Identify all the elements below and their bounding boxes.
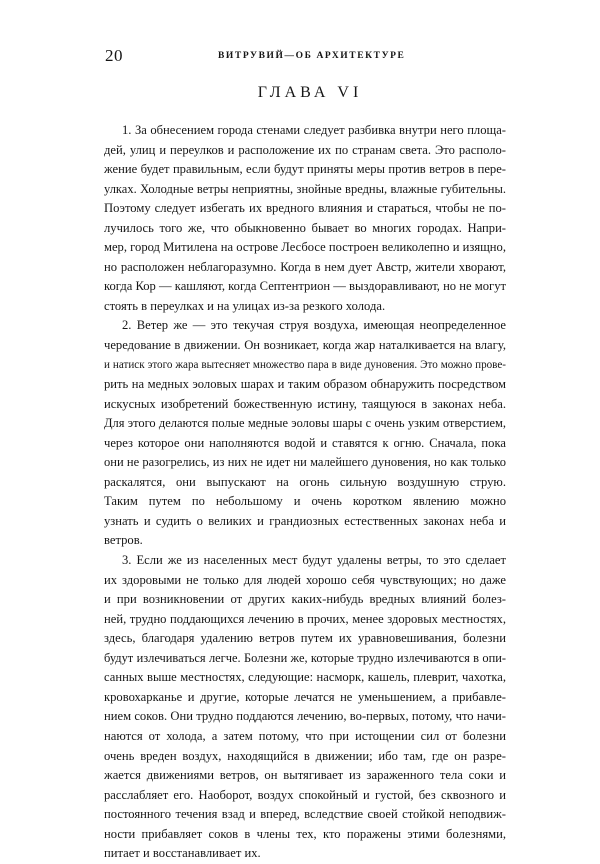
text-line: здесь, благодаря удалению ветров путем их уравновешивания, болезни [104, 631, 506, 646]
text-line: наются от холода, а затем потому, что при истощении сил от болезни [104, 728, 506, 743]
text-line: но расположен неблагоразумно. Когда в нем дует Австр, жители хворают, [104, 259, 506, 274]
text-line: нием соков. Они трудно поддаются лечению, во-первых, потому, что начи- [104, 709, 506, 724]
text-line: очень вреден воздух, находящийся в движении; ибо там, где он разре- [104, 748, 506, 763]
text-line: рить на медных эоловых шарах и таким образом обнаружить посредством [104, 377, 506, 392]
text-line: Таким путем по небольшому и очень коротком явлению можно [104, 494, 506, 509]
body-text [104, 121, 506, 864]
text-line: через которое они наполняются водой и ставятся к огню. Сначала, пока [104, 435, 506, 450]
chapter-heading: ГЛАВА VI [257, 84, 363, 101]
text-line: улках. Холодные ветры неприятны, знойные вредны, влажные губительны. [104, 181, 506, 196]
text-line: ней, трудно поддающихся лечению в прочих, менее здоровых местностях, [104, 611, 506, 626]
text-line: жается движениями ветров, он вытягивает из зараженного тела соки и [104, 768, 506, 783]
text-line: Поэтому следует избегать их вредного влияния и стараться, чтобы не по- [104, 201, 506, 216]
text-line: и натиск этого жара вытесняет множество пара в виде дуновения. Это можно прове- [104, 358, 506, 371]
text-line: 1. За обнесением города стенами следует разбивка внутри него площа- [122, 123, 506, 137]
text-line: жение будет правильным, если будут приняты меры против ветров в пере- [104, 162, 506, 177]
text-line: 2. Ветер же — это текучая струя воздуха, имеющая неопределенное [122, 318, 506, 333]
text-line: 3. Если же из населенных мест будут удалены ветры, то это сделает [122, 553, 506, 568]
text-line: будут излечиваться легче. Болезни же, которые трудно излечиваются в опи- [104, 650, 506, 665]
text-line: лучилось того же, что обыкновенно бывает во многих городах. Напри- [104, 220, 506, 235]
text-line: расслабляет его. Наоборот, воздух спокойный и густой, без сквозного и [104, 787, 506, 802]
text-line: постоянного течения взад и вперед, вследствие своей стойкой неподвиж- [104, 807, 506, 822]
text-line: кровохарканье и другие, которые лечатся не уменьшением, а прибавле- [104, 689, 506, 704]
text-line: раскалятся, они выпускают на огонь сильную воздушную струю. [104, 474, 506, 489]
text-line: их здоровыми не только для людей хорошо себя чувствующих; но даже [104, 572, 506, 587]
text-line: питает и восстанавливает их. [104, 846, 261, 861]
text-line: они не разогрелись, из них не идет ни малейшего дуновения, но как только [104, 455, 506, 470]
text-line: искусных изобретений божественную истину, таящуюся в законах неба. [104, 396, 506, 411]
running-head: ВИТРУВИЙ—ОБ АРХИТЕКТУРЕ [218, 51, 406, 61]
text-line: и при возникновении от других каких-нибудь вредных влияний болез- [104, 592, 506, 607]
text-line: мер, город Митилена на острове Лесбосе построен великолепно и изящно, [104, 240, 506, 255]
text-line: дей, улиц и переулков и расположение их по странам света. Это располо- [104, 142, 506, 157]
text-line: стоять в переулках и на улицах из-за резкого холода. [104, 298, 386, 313]
text-line: когда Кор — кашляют, когда Септентрион — выздоравливают, но не могут [104, 279, 506, 294]
text-line: ности прибавляет соков в члены тех, кто поражены этими болезнями, [104, 826, 506, 841]
text-line: Для этого делаются полые медные эоловы шары с очень узким отверстием, [104, 416, 506, 431]
text-line: ветров. [104, 533, 143, 548]
text-line: чередование в движении. Он возникает, когда жар наталкивается на влагу, [104, 338, 506, 353]
text-line: санных выше местностях, следующие: насморк, кашель, плеврит, чахотка, [104, 670, 506, 685]
page-number: 20 [105, 46, 123, 65]
text-line: узнать и судить о великих и грандиозных естественных законах неба и [104, 513, 506, 528]
